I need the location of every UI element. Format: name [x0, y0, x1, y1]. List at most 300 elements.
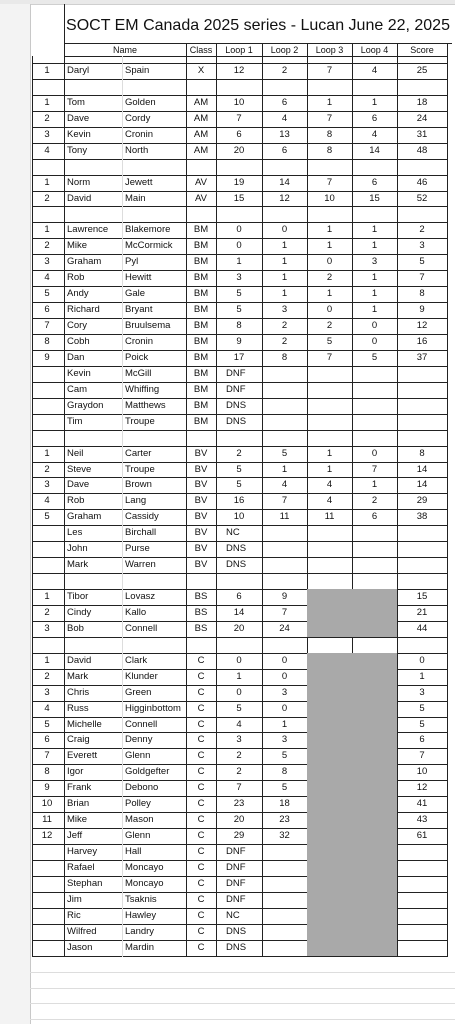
score-cell[interactable]: 5	[419, 718, 425, 730]
first-name-cell[interactable]: Tom	[67, 96, 85, 108]
first-name-cell[interactable]: Tony	[67, 144, 88, 156]
last-name-cell[interactable]: Birchall	[125, 527, 157, 539]
class-cell[interactable]: BM	[193, 399, 209, 411]
loop3-cell[interactable]: 8	[326, 144, 333, 156]
last-name-cell[interactable]: Cronin	[125, 335, 153, 347]
loop1-cell[interactable]: DNF	[226, 367, 246, 379]
first-name-cell[interactable]: Bob	[67, 622, 84, 634]
loop2-cell[interactable]: 14	[279, 176, 290, 188]
place-cell[interactable]: 8	[44, 335, 50, 347]
loop3-cell[interactable]: 7	[326, 65, 333, 76]
first-name-cell[interactable]: Daryl	[67, 65, 90, 76]
place-cell[interactable]: 7	[44, 320, 50, 332]
first-name-cell[interactable]: Mike	[67, 240, 88, 252]
loop1-cell[interactable]: 0	[236, 224, 242, 236]
class-cell[interactable]: AV	[195, 192, 207, 204]
loop1-cell[interactable]: 2	[236, 447, 242, 459]
first-name-cell[interactable]: Frank	[67, 782, 92, 794]
first-name-cell[interactable]: Tibor	[67, 591, 89, 603]
last-name-cell[interactable]: Connell	[125, 718, 158, 730]
loop2-cell[interactable]: 3	[281, 734, 288, 746]
loop2-cell[interactable]: 0	[281, 224, 288, 236]
first-name-cell[interactable]: Harvey	[67, 846, 98, 858]
loop1-cell[interactable]: 23	[233, 798, 245, 810]
loop1-cell[interactable]: DNS	[226, 559, 247, 571]
first-name-cell[interactable]: Dave	[67, 112, 90, 124]
score-cell[interactable]: 1	[419, 670, 425, 682]
last-name-cell[interactable]: Golden	[125, 96, 156, 108]
class-cell[interactable]: C	[197, 750, 205, 762]
last-name-cell[interactable]: Troupe	[125, 463, 155, 475]
first-name-cell[interactable]: Mark	[67, 559, 89, 571]
loop2-cell[interactable]: 23	[279, 814, 290, 826]
class-cell[interactable]: C	[197, 782, 205, 794]
loop1-cell[interactable]: 1	[236, 670, 242, 682]
class-cell[interactable]: BV	[194, 463, 208, 475]
place-cell[interactable]: 3	[44, 686, 50, 698]
header-loop1[interactable]: Loop 1	[225, 45, 253, 55]
first-name-cell[interactable]: Michelle	[67, 718, 102, 730]
last-name-cell[interactable]: Debono	[125, 782, 159, 794]
first-name-cell[interactable]: David	[67, 192, 92, 204]
loop3-cell[interactable]: 7	[326, 112, 333, 124]
class-cell[interactable]: BM	[193, 415, 209, 427]
first-name-cell[interactable]: Jason	[67, 941, 93, 953]
loop2-cell[interactable]: 18	[279, 798, 290, 810]
loop1-cell[interactable]: 7	[236, 112, 242, 124]
last-name-cell[interactable]: Clark	[125, 654, 148, 666]
place-cell[interactable]: 2	[44, 670, 50, 682]
first-name-cell[interactable]: David	[67, 654, 92, 666]
loop4-cell[interactable]: 1	[371, 224, 378, 236]
loop2-cell[interactable]: 2	[281, 65, 288, 76]
last-name-cell[interactable]: Connell	[125, 622, 158, 634]
place-cell[interactable]: 1	[44, 591, 50, 603]
loop4-cell[interactable]: 15	[369, 192, 380, 204]
last-name-cell[interactable]: Lang	[125, 495, 147, 507]
class-cell[interactable]: C	[197, 846, 205, 858]
last-name-cell[interactable]: Blakemore	[125, 224, 171, 236]
first-name-cell[interactable]: Igor	[67, 766, 84, 778]
score-cell[interactable]: 7	[419, 272, 425, 284]
loop2-cell[interactable]: 6	[281, 144, 288, 156]
place-cell[interactable]: 1	[44, 447, 50, 459]
last-name-cell[interactable]: Hawley	[125, 909, 157, 921]
last-name-cell[interactable]: Moncayo	[125, 862, 164, 873]
first-name-cell[interactable]: Graham	[67, 256, 102, 268]
loop1-cell[interactable]: DNF	[226, 846, 246, 858]
last-name-cell[interactable]: Gale	[125, 288, 146, 300]
sheet-title[interactable]: SOCT EM Canada 2025 series - Lucan June 22, 2025	[66, 17, 450, 34]
loop1-cell[interactable]: 15	[233, 192, 245, 204]
loop4-cell[interactable]: 4	[371, 128, 378, 140]
last-name-cell[interactable]: Polley	[125, 798, 151, 810]
loop1-cell[interactable]: 17	[233, 351, 245, 363]
place-cell[interactable]: 4	[44, 272, 50, 284]
last-name-cell[interactable]: Hewitt	[125, 272, 152, 284]
last-name-cell[interactable]: Glenn	[125, 830, 151, 842]
loop1-cell[interactable]: 0	[236, 240, 242, 252]
score-cell[interactable]: 8	[419, 288, 425, 300]
loop3-cell[interactable]: 1	[326, 447, 333, 459]
last-name-cell[interactable]: McGill	[125, 367, 152, 379]
loop3-cell[interactable]: 0	[326, 304, 333, 316]
loop3-cell[interactable]: 11	[324, 511, 335, 523]
score-cell[interactable]: 16	[416, 335, 428, 347]
first-name-cell[interactable]: Ric	[67, 909, 81, 921]
last-name-cell[interactable]: McCormick	[125, 240, 173, 252]
last-name-cell[interactable]: Main	[125, 192, 146, 204]
loop2-cell[interactable]: 2	[281, 320, 288, 332]
loop1-cell[interactable]: DNS	[226, 543, 247, 555]
class-cell[interactable]: BM	[193, 335, 209, 347]
first-name-cell[interactable]: Steve	[67, 463, 92, 475]
class-cell[interactable]: BM	[193, 383, 209, 395]
score-cell[interactable]: 14	[416, 479, 428, 491]
first-name-cell[interactable]: Brian	[67, 798, 90, 810]
loop4-cell[interactable]: 0	[371, 335, 378, 347]
score-cell[interactable]: 2	[419, 224, 425, 236]
place-cell[interactable]: 12	[41, 830, 53, 842]
loop2-cell[interactable]: 3	[281, 304, 288, 316]
place-cell[interactable]: 2	[44, 192, 50, 204]
last-name-cell[interactable]: Glenn	[125, 750, 151, 762]
loop4-cell[interactable]: 3	[371, 256, 378, 268]
first-name-cell[interactable]: Neil	[67, 447, 84, 459]
loop4-cell[interactable]: 5	[371, 351, 378, 363]
first-name-cell[interactable]: John	[67, 543, 88, 555]
loop4-cell[interactable]: 6	[371, 112, 378, 124]
last-name-cell[interactable]: Poick	[125, 351, 149, 363]
first-name-cell[interactable]: Mark	[67, 670, 89, 682]
first-name-cell[interactable]: Lawrence	[67, 224, 109, 236]
first-name-cell[interactable]: Norm	[67, 176, 91, 188]
class-cell[interactable]: BM	[193, 288, 209, 300]
loop2-cell[interactable]: 5	[281, 782, 288, 794]
loop1-cell[interactable]: 12	[233, 65, 245, 76]
class-cell[interactable]: AM	[193, 112, 209, 124]
class-cell[interactable]: C	[197, 686, 205, 698]
first-name-cell[interactable]: Dan	[67, 351, 85, 363]
class-cell[interactable]: BV	[194, 447, 208, 459]
class-cell[interactable]: BV	[194, 511, 208, 523]
first-name-cell[interactable]: Chris	[67, 686, 90, 698]
last-name-cell[interactable]: Whiffing	[125, 383, 160, 395]
place-cell[interactable]: 5	[44, 288, 50, 300]
loop1-cell[interactable]: 16	[233, 495, 245, 507]
loop3-cell[interactable]: 8	[326, 128, 333, 140]
last-name-cell[interactable]: Bryant	[125, 304, 153, 316]
place-cell[interactable]: 3	[44, 128, 50, 140]
place-cell[interactable]: 3	[44, 622, 50, 634]
first-name-cell[interactable]: Graham	[67, 511, 102, 523]
loop3-cell[interactable]: 0	[326, 256, 333, 268]
place-cell[interactable]: 1	[44, 65, 50, 76]
last-name-cell[interactable]: Mason	[125, 814, 154, 826]
loop3-cell[interactable]: 4	[326, 479, 333, 491]
loop4-cell[interactable]: 2	[371, 495, 378, 507]
place-cell[interactable]: 4	[44, 495, 50, 507]
score-cell[interactable]: 41	[416, 798, 428, 810]
loop2-cell[interactable]: 6	[281, 96, 288, 108]
first-name-cell[interactable]: Jim	[67, 893, 82, 905]
first-name-cell[interactable]: Everett	[67, 750, 98, 762]
class-cell[interactable]: BM	[193, 351, 209, 363]
loop2-cell[interactable]: 1	[281, 240, 288, 252]
loop1-cell[interactable]: 10	[233, 96, 245, 108]
first-name-cell[interactable]: Russ	[67, 702, 89, 714]
loop1-cell[interactable]: NC	[226, 909, 240, 921]
last-name-cell[interactable]: Tsaknis	[125, 893, 157, 905]
class-cell[interactable]: C	[197, 654, 205, 666]
place-cell[interactable]: 7	[44, 750, 50, 762]
score-cell[interactable]: 8	[419, 447, 425, 459]
first-name-cell[interactable]: Richard	[67, 304, 100, 316]
loop1-cell[interactable]: 0	[236, 686, 242, 698]
loop4-cell[interactable]: 6	[371, 176, 378, 188]
loop1-cell[interactable]: DNF	[226, 862, 246, 873]
first-name-cell[interactable]: Dave	[67, 479, 90, 491]
score-cell[interactable]: 10	[416, 766, 428, 778]
score-cell[interactable]: 3	[419, 240, 425, 252]
place-cell[interactable]: 2	[44, 112, 50, 124]
loop1-cell[interactable]: 20	[233, 814, 245, 826]
loop2-cell[interactable]: 24	[279, 622, 290, 634]
first-name-cell[interactable]: Andy	[67, 288, 89, 300]
place-cell[interactable]: 3	[44, 256, 50, 268]
place-cell[interactable]: 11	[42, 814, 52, 826]
loop1-cell[interactable]: 4	[236, 718, 242, 730]
last-name-cell[interactable]: Kallo	[125, 606, 147, 618]
loop2-cell[interactable]: 2	[281, 335, 288, 347]
place-cell[interactable]: 1	[44, 654, 50, 666]
place-cell[interactable]: 4	[44, 144, 50, 156]
first-name-cell[interactable]: Kevin	[67, 128, 91, 140]
class-cell[interactable]: C	[197, 830, 205, 842]
loop2-cell[interactable]: 13	[279, 128, 290, 140]
loop2-cell[interactable]: 0	[281, 654, 288, 666]
loop3-cell[interactable]: 10	[324, 192, 335, 204]
loop4-cell[interactable]: 1	[371, 304, 378, 316]
place-cell[interactable]: 6	[44, 734, 50, 746]
last-name-cell[interactable]: Pyl	[125, 256, 139, 268]
class-cell[interactable]: BM	[193, 304, 209, 316]
loop4-cell[interactable]: 0	[371, 320, 378, 332]
loop1-cell[interactable]: 5	[236, 288, 242, 300]
class-cell[interactable]: BS	[194, 622, 208, 634]
last-name-cell[interactable]: Matthews	[125, 399, 166, 411]
loop2-cell[interactable]: 3	[281, 686, 288, 698]
loop1-cell[interactable]: 9	[236, 335, 242, 347]
loop1-cell[interactable]: 6	[236, 128, 242, 140]
first-name-cell[interactable]: Les	[67, 527, 83, 539]
loop1-cell[interactable]: DNF	[226, 893, 246, 905]
header-score[interactable]: Score	[410, 45, 434, 55]
place-cell[interactable]: 2	[44, 606, 50, 618]
loop2-cell[interactable]: 12	[279, 192, 290, 204]
score-cell[interactable]: 3	[419, 686, 425, 698]
score-cell[interactable]: 29	[416, 495, 428, 507]
class-cell[interactable]: C	[197, 798, 205, 810]
loop2-cell[interactable]: 0	[281, 670, 288, 682]
first-name-cell[interactable]: Cam	[67, 383, 88, 395]
loop2-cell[interactable]: 0	[281, 702, 288, 714]
loop1-cell[interactable]: 19	[233, 176, 245, 188]
class-cell[interactable]: X	[197, 65, 205, 76]
last-name-cell[interactable]: Brown	[125, 479, 152, 491]
last-name-cell[interactable]: North	[125, 144, 149, 156]
place-cell[interactable]: 3	[44, 479, 50, 491]
class-cell[interactable]: C	[197, 702, 205, 714]
loop3-cell[interactable]: 7	[326, 176, 333, 188]
class-cell[interactable]: C	[197, 734, 205, 746]
class-cell[interactable]: BS	[194, 591, 208, 603]
score-cell[interactable]: 43	[416, 814, 428, 826]
loop2-cell[interactable]: 1	[281, 256, 288, 268]
place-cell[interactable]: 5	[44, 718, 50, 730]
loop3-cell[interactable]: 1	[326, 224, 333, 236]
last-name-cell[interactable]: Carter	[125, 447, 152, 459]
loop1-cell[interactable]: DNF	[226, 383, 246, 395]
last-name-cell[interactable]: Goldgefter	[125, 766, 170, 778]
place-cell[interactable]: 1	[44, 96, 50, 108]
last-name-cell[interactable]: Jewett	[125, 176, 153, 188]
class-cell[interactable]: C	[197, 909, 205, 921]
score-cell[interactable]: 7	[419, 750, 425, 762]
class-cell[interactable]: C	[197, 941, 205, 953]
loop3-cell[interactable]: 2	[326, 272, 333, 284]
loop2-cell[interactable]: 5	[281, 447, 288, 459]
class-cell[interactable]: BM	[193, 320, 209, 332]
loop2-cell[interactable]: 1	[281, 288, 288, 300]
loop1-cell[interactable]: 5	[236, 702, 242, 714]
loop4-cell[interactable]: 6	[371, 511, 378, 523]
loop2-cell[interactable]: 1	[281, 272, 288, 284]
loop1-cell[interactable]: DNS	[226, 925, 247, 937]
class-cell[interactable]: BV	[194, 495, 208, 507]
loop1-cell[interactable]: 0	[236, 654, 242, 666]
last-name-cell[interactable]: Cronin	[125, 128, 153, 140]
score-cell[interactable]: 9	[419, 304, 425, 316]
class-cell[interactable]: C	[197, 814, 205, 826]
score-cell[interactable]: 14	[416, 463, 428, 475]
class-cell[interactable]: BV	[194, 479, 208, 491]
loop2-cell[interactable]: 5	[281, 750, 288, 762]
place-cell[interactable]: 6	[44, 304, 50, 316]
loop3-cell[interactable]: 4	[326, 495, 333, 507]
first-name-cell[interactable]: Mike	[67, 814, 88, 826]
score-cell[interactable]: 38	[416, 511, 428, 523]
loop1-cell[interactable]: 20	[233, 622, 245, 634]
score-cell[interactable]: 12	[416, 320, 428, 332]
loop2-cell[interactable]: 4	[281, 479, 288, 491]
loop1-cell[interactable]: NC	[226, 527, 240, 539]
last-name-cell[interactable]: Purse	[125, 543, 150, 555]
first-name-cell[interactable]: Kevin	[67, 367, 91, 379]
loop1-cell[interactable]: 3	[236, 272, 242, 284]
loop1-cell[interactable]: 5	[236, 463, 242, 475]
place-cell[interactable]: 1	[44, 176, 50, 188]
loop4-cell[interactable]: 1	[371, 272, 378, 284]
loop4-cell[interactable]: 1	[371, 479, 378, 491]
last-name-cell[interactable]: Higginbottom	[125, 702, 181, 714]
loop2-cell[interactable]: 4	[281, 112, 288, 124]
class-cell[interactable]: AM	[193, 96, 209, 108]
header-name[interactable]: Name	[112, 45, 137, 55]
class-cell[interactable]: C	[197, 718, 205, 730]
loop2-cell[interactable]: 11	[279, 511, 290, 523]
place-cell[interactable]: 5	[44, 511, 50, 523]
first-name-cell[interactable]: Rob	[67, 272, 85, 284]
loop4-cell[interactable]: 14	[369, 144, 380, 156]
loop2-cell[interactable]: 1	[281, 463, 288, 475]
loop3-cell[interactable]: 1	[326, 463, 333, 475]
loop1-cell[interactable]: 5	[236, 479, 242, 491]
score-cell[interactable]: 25	[416, 65, 428, 76]
loop2-cell[interactable]: 8	[281, 351, 288, 363]
loop4-cell[interactable]: 1	[371, 288, 378, 300]
class-cell[interactable]: C	[197, 925, 205, 937]
header-loop2[interactable]: Loop 2	[270, 45, 299, 55]
score-cell[interactable]: 18	[416, 96, 428, 108]
first-name-cell[interactable]: Cindy	[67, 606, 92, 618]
place-cell[interactable]: 4	[44, 702, 50, 714]
score-cell[interactable]: 52	[416, 192, 428, 204]
loop1-cell[interactable]: DNS	[226, 941, 247, 953]
loop1-cell[interactable]: 1	[236, 256, 242, 268]
loop2-cell[interactable]: 1	[281, 718, 288, 730]
class-cell[interactable]: C	[197, 766, 205, 778]
place-cell[interactable]: 9	[44, 782, 50, 794]
last-name-cell[interactable]: Cordy	[125, 112, 151, 124]
header-loop4[interactable]: Loop 4	[360, 45, 389, 55]
loop2-cell[interactable]: 7	[281, 606, 288, 618]
first-name-cell[interactable]: Rafael	[67, 862, 95, 873]
class-cell[interactable]: BV	[194, 559, 208, 571]
score-cell[interactable]: 6	[419, 734, 425, 746]
first-name-cell[interactable]: Craig	[67, 734, 90, 746]
last-name-cell[interactable]: Denny	[125, 734, 153, 746]
loop1-cell[interactable]: 3	[236, 734, 242, 746]
loop1-cell[interactable]: 6	[236, 591, 242, 603]
last-name-cell[interactable]: Lovasz	[125, 591, 156, 603]
loop1-cell[interactable]: DNS	[226, 399, 247, 411]
place-cell[interactable]: 8	[44, 766, 50, 778]
class-cell[interactable]: BS	[194, 606, 208, 618]
class-cell[interactable]: BM	[193, 240, 209, 252]
loop2-cell[interactable]: 9	[281, 591, 288, 603]
score-cell[interactable]: 5	[419, 702, 425, 714]
first-name-cell[interactable]: Cobh	[67, 335, 90, 347]
loop4-cell[interactable]: 0	[371, 447, 378, 459]
class-cell[interactable]: C	[197, 893, 205, 905]
loop2-cell[interactable]: 7	[281, 495, 288, 507]
loop3-cell[interactable]: 5	[326, 335, 333, 347]
class-cell[interactable]: AM	[193, 144, 209, 156]
loop3-cell[interactable]: 7	[326, 351, 333, 363]
score-cell[interactable]: 21	[416, 606, 428, 618]
last-name-cell[interactable]: Hall	[125, 846, 142, 858]
loop1-cell[interactable]: 5	[236, 304, 242, 316]
place-cell[interactable]: 2	[44, 240, 50, 252]
last-name-cell[interactable]: Mardin	[125, 941, 155, 953]
last-name-cell[interactable]: Bruulsema	[125, 320, 171, 332]
score-cell[interactable]: 48	[416, 144, 428, 156]
loop4-cell[interactable]: 1	[371, 96, 378, 108]
last-name-cell[interactable]: Troupe	[125, 415, 155, 427]
loop1-cell[interactable]: 10	[233, 511, 245, 523]
class-cell[interactable]: BV	[194, 527, 208, 539]
